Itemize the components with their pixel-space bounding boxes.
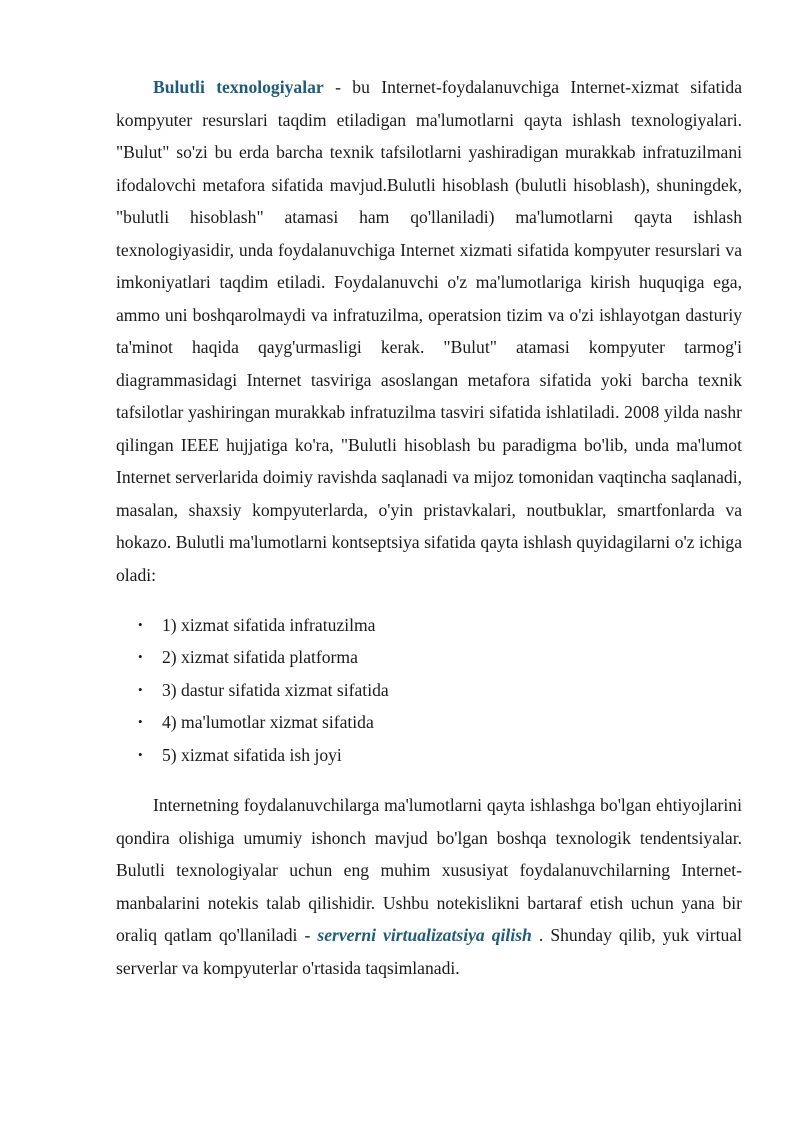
- list-item: [116, 739, 742, 771]
- bullet-dot-icon: •: [138, 649, 143, 665]
- list-item: [116, 641, 742, 673]
- term-server-virtualization-link[interactable]: serverni virtualizatsiya qilish: [317, 925, 532, 945]
- bullet-dot-icon: •: [138, 746, 143, 762]
- list-item-text: 2) xizmat sifatida platforma: [162, 647, 358, 668]
- paragraph-trends-text-before: Internetning foydalanuvchilarga ma'lumotlarni qayta ishlashga bo'lgan ehtiyojlarini qondira olishiga umumiy ishonch mavjud bo'lgan boshqa texnologik tendentsiyalar. Bulutli texnologiyalar uchun eng muhim xususiyat foydalanuvchilarning Internet-manbalarini notekis talab qilishidir. Ushbu notekislikni bartaraf etish uchun yana bir oraliq qatlam qo'llaniladi -: [116, 795, 742, 945]
- list-item: [116, 609, 742, 641]
- list-item-text: 4) ma'lumotlar xizmat sifatida: [162, 712, 374, 733]
- paragraph-trends-text-after: . Shunday qilib, yuk virtual serverlar va kompyuterlar o'rtasida taqsimlanadi.: [116, 925, 742, 978]
- term-cloud-technologies: Bulutli texnologiyalar: [153, 77, 324, 97]
- list-item: [116, 674, 742, 706]
- list-item-text: 1) xizmat sifatida infratuzilma: [162, 615, 376, 635]
- bullet-dot-icon: •: [138, 714, 143, 730]
- list-item: [116, 706, 742, 738]
- bullet-dot-icon: •: [138, 617, 143, 632]
- bullet-dot-icon: •: [138, 681, 143, 697]
- paragraph-trends: [116, 789, 742, 984]
- list-item-text: 3) dastur sifatida xizmat sifatida: [162, 679, 389, 700]
- list-item-text: 5) xizmat sifatida ish joyi: [162, 744, 342, 765]
- bullet-list: [116, 609, 742, 771]
- paragraph-intro-text: - bu Internet-foydalanuvchiga Internet-xizmat sifatida kompyuter resurslari taqdim etiladigan ma'lumotlarni qayta ishlash texnologiyalari. "Bulut" so'zi bu erda barcha texnik tafsilotlarni yashiradigan murakkab infratuzilmani ifodalovchi metafora sifatida mavjud.Bulutli hisoblash (bulutli hisoblash), shuningdek, "bulutli hisoblash" atamasi ham qo'llaniladi) ma'lumotlarni qayta ishlash texnologiyasidir, unda foydalanuvchiga Internet xizmati sifatida kompyuter resurslari va imkoniyatlari taqdim etiladi. Foydalanuvchi o'z ma'lumotlariga kirish huquqiga ega, ammo uni boshqarolmaydi va infratuzilma, operatsion tizim va o'zi ishlayotgan dasturiy ta'minot haqida qayg'urmasligi kerak. "Bulut" atamasi kompyuter tarmog'i diagrammasidagi Internet tasviriga asoslangan metafora sifatida yoki barcha texnik tafsilotlar yashiringan murakkab infratuzilma tasviri sifatida ishlatiladi. 2008 yilda nashr qilingan IEEE hujjatiga ko'ra, "Bulutli hisoblash bu paradigma bo'lib, unda ma'lumot Internet serverlarida doimiy ravishda saqlanadi va mijoz tomonidan vaqtincha saqlanadi, masalan, shaxsiy kompyuterlarda, o'yin pristavkalari, noutbuklar, smartfonlarda va hokazo. Bulutli ma'lumotlarni kontseptsiya sifatida qayta ishlash quyidagilarni o'z ichiga oladi:: [116, 77, 743, 585]
- paragraph-intro: [116, 71, 742, 591]
